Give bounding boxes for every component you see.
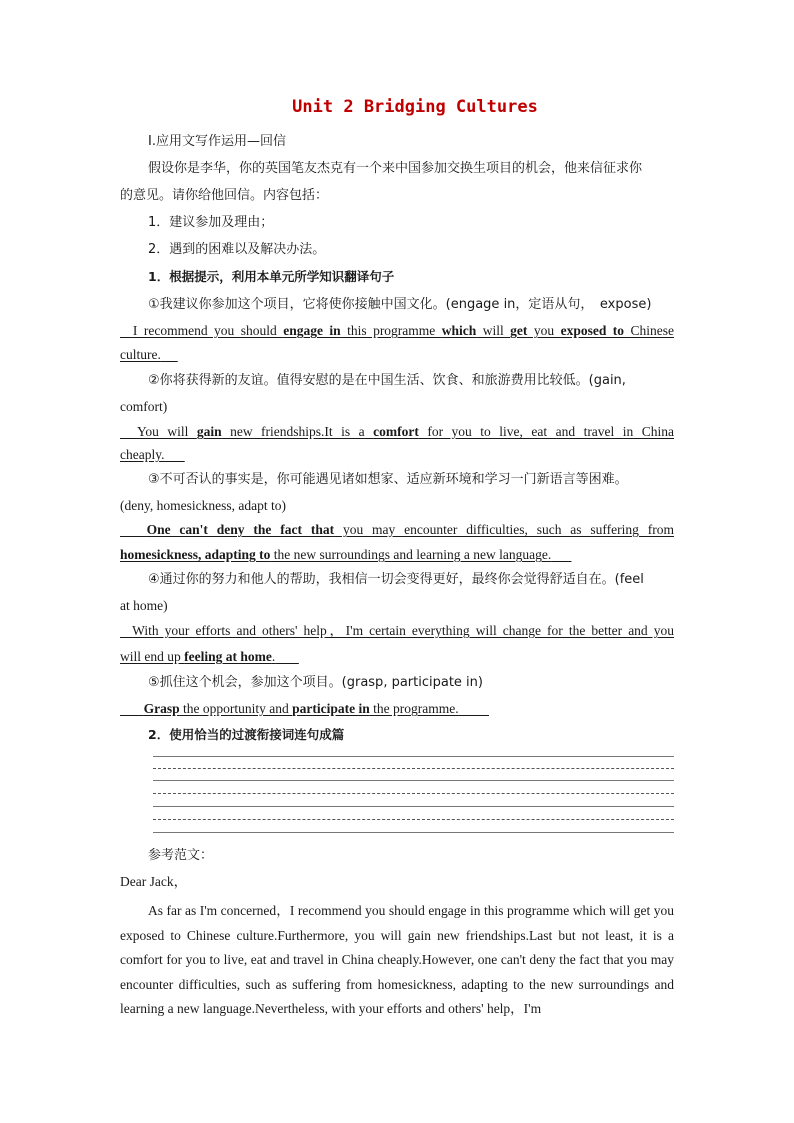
item4-cn-line1: ④通过你的努力和他人的帮助，我相信一切会变得更好，最终你会觉得舒适自在。(feel [148,572,644,587]
prompt-item-1: 1．建议参加及理由； [148,215,274,230]
item5-answer: Grasp the opportunity and participate in the programme. [143,701,459,716]
writing-line [153,793,674,794]
task2-heading: 2．使用恰当的过渡衔接词连句成篇 [148,727,345,742]
item1-cn: ①我建议你参加这个项目，它将使你接触中国文化。(engage in，定语从句， expose) [148,297,652,312]
writing-line [153,768,674,769]
prompt-item-2: 2．遇到的困难以及解决办法。 [148,242,326,257]
writing-line [153,780,674,781]
item2-answer-line2: cheaply. [120,447,165,462]
item2-answer-line1: You will gain new friendships.It is a comfort for you to live, eat and travel in China [136,424,675,439]
prompt-line-1: 假设你是李华，你的英国笔友杰克有一个来中国参加交换生项目的机会，他来信征求你 [148,161,643,176]
sample-heading: 参考范文： [148,848,214,863]
prompt-line-2: 的意见。请你给他回信。内容包括： [120,188,329,203]
item2-cn-line1: ②你将获得新的友谊。值得安慰的是在中国生活、饮食、和旅游费用比较低。(gain, [148,373,626,388]
item4-answer-line2: will end up feeling at home. [120,649,276,664]
section-heading: Ⅰ.应用文写作运用—回信 [148,134,286,149]
writing-line [153,806,674,807]
item1-answer-line1: I recommend you should engage in this programme which will get you exposed to Chinese [132,323,674,338]
item3-cn-line2: (deny, homesickness, adapt to) [120,498,286,513]
item4-cn-line2: at home) [120,598,168,613]
writing-line [153,819,674,820]
writing-line [153,832,674,833]
item3-answer-line1: One can't deny the fact that you may encounter difficulties, such as suffering from [146,522,674,537]
item3-cn-line1: ③不可否认的事实是，你可能遇见诸如想家、适应新环境和学习一门新语言等困难。 [148,472,628,487]
letter-greeting: Dear Jack， [120,874,188,889]
item1-answer-line2: culture. [120,347,161,362]
item4-answer-line1: With your efforts and others' help，I'm certain everything will change for the better and you [132,623,674,638]
item5-cn: ⑤抓住这个机会，参加这个项目。(grasp, participate in) [148,675,483,690]
item3-answer-line2: homesickness, adapting to the new surroundings and learning a new language. [120,547,552,562]
sample-essay: As far as I'm concerned，I recommend you should engage in this programme which will get you exposed to Chinese culture.Furthermore, you will gain new friendships.Last but not least, it is a comfort for you to live, eat and travel in China cheaply.However, one can't deny the fact that you may encounter difficulties, such as suffering from homesickness, adapting to the new surroundings and learning a new language.Nevertheless, with your efforts and others' help，I'm [120,903,674,1016]
writing-line [153,756,674,757]
item2-cn-line2: comfort) [120,399,168,414]
unit-title: Unit 2 Bridging Cultures [292,97,538,117]
task1-heading: 1．根据提示，利用本单元所学知识翻译句子 [148,269,395,284]
